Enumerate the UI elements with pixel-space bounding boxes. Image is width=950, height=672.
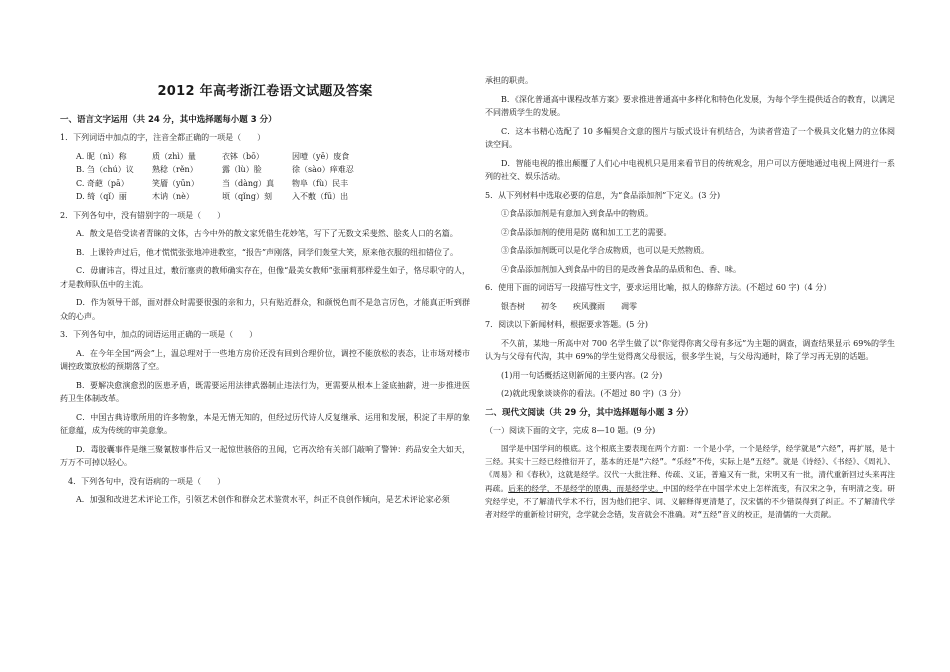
q4-option-b: B．《深化普通高中课程改革方案》要求推进普通高中多样化和特色化发展，为每个学生提供适合的教育，以满足不同潜质学生的发展。 [485, 94, 895, 117]
q3-option-b: B．要解决愈演愈烈的医患矛盾，既需要运用法律武器制止违法行为，更需要从根本上釜底抽薪，进一步推进医药卫生体制改革。 [60, 380, 470, 403]
q5-item-2: ②食品添加剂的使用是防 腐和加工工艺的需要。 [501, 227, 672, 237]
q1-c-4: 物阜（fù）民丰 [292, 178, 349, 188]
reading-passage [485, 442, 895, 521]
q1-option-c [76, 177, 470, 191]
q6-word: 银杏树 [501, 301, 525, 311]
q1-b-1: B. 刍（chú）议 [76, 165, 134, 174]
q2-option-a: A．散文是倍受读者青睐的文体，古今中外的散文家凭借生花妙笔，写下了无数文采斐然、脍炙人口的名篇。 [76, 229, 458, 238]
q7-sub1: (1)用一句话概括这则新闻的主要内容。(2 分) [501, 370, 663, 380]
q7-stem: 7．阅读以下新闻材料，根据要求答题。(5 分) [485, 320, 648, 329]
q6-word: 初冬 [541, 301, 557, 311]
q2-stem: 2．下列各句中，没有错别字的一项是（ ） [60, 210, 226, 220]
q1-a-4: 因噎（yē）废食 [292, 151, 350, 161]
q1-option-d [76, 190, 470, 204]
q1-option-a [76, 150, 470, 164]
right-column [485, 74, 895, 521]
q2-option-d: D．作为领导干部，面对群众时需要很强的亲和力，只有贴近群众，和颜悦色而不是急言厉色，才能真正听到群众的心声。 [60, 298, 470, 321]
section2-subheading: （一）阅读下面的文字，完成 8—10 题。(9 分) [485, 425, 656, 435]
q1-b-3: 露（lù）脸 [222, 165, 262, 174]
q4-option-a-continued: 承担的职责。 [485, 76, 533, 85]
q3-option-a: A．在今年全国“两会”上，温总理对于一些地方房价还没有回到合理价位，调控不能放松的表态，让市场对楼市调控政策放松的预期落了空。 [60, 348, 470, 371]
q4-option-d: D．智能电视的推出颠覆了人们心中电视机只是用来看节目的传统观念，用户可以方便地通过电视上网进行一系列的社交、娱乐活动。 [485, 158, 895, 181]
q1-d-2: 木讷（nè） [152, 192, 194, 201]
q3-option-c: C．中国古典诗歌所用的许多物象，本是无情无知的，但经过历代诗人反复继承、运用和发展，积淀了丰厚的象征意蕴，成为传统的审美意象。 [60, 412, 470, 435]
q5-item-4: ④食品添加剂加入到食品中的目的是改善食品的品质和色、香、味。 [501, 264, 741, 274]
page-title: 2012 年高考浙江卷语文试题及答案 [157, 84, 373, 99]
q4-option-c: C．这本书精心选配了 10 多幅契合文意的图片与版式设计有机结合，为读者营造了一个极具文化魅力的立体阅读空间。 [485, 126, 895, 149]
q1-d-1: D. 绮（qǐ）丽 [76, 192, 127, 201]
q1-a-1: A. 昵（nì）称 [76, 151, 127, 161]
q6-stem: 6．使用下面的词语写一段描写性文字，要求运用比喻，拟人的修辞方法。(不超过 60 字)（4 分） [485, 283, 832, 292]
passage-part-1: 国学是中国学问的根底。这个根底主要表现在两个方面：一个是小学，一个是经学，经学就是“六经”，再扩展，是十三经。其实十三经已经推衍开了，基本的还是“六经”。“乐经”不传，实际上是“五经”。就是《诗经》、《书经》、《周礼》、《周易》和《春秋》，这就是经学。汉代一大批注释、传疏、义证，普遍又有一批，宋明又有一批，清代重新回过头来再注再疏。 [485, 444, 895, 493]
q1-c-1: C. 奇葩（pā） [76, 178, 129, 188]
q1-b-2: 熟稔（rěn） [152, 165, 198, 174]
q7-news: 不久前，某地一所高中对 700 名学生做了以“你觉得你离父母有多远”为主题的调查，调查结果显示 69%的学生认为与父母有代沟，其中 69%的学生觉得离父母很远，很多学生说，与父母沟通时，除了学习再无别的话题。 [485, 338, 895, 361]
q1-b-4: 徐（sào）痒难忍 [292, 165, 354, 174]
q2-option-c: C．毋庸讳言，得过且过，敷衍塞责的教师确实存在，但像“最美女教师”张丽莉那样爱生如子，恪尽职守的人，才是教师队伍中的主流。 [60, 266, 470, 289]
q1-a-3: 衣钵（bō） [222, 151, 264, 161]
q5-item-1: ①食品添加剂是有意加入到食品中的物质。 [501, 209, 653, 218]
q4-stem: 4．下列各句中，没有语病的一项是（ ） [68, 476, 226, 486]
q1-options [60, 150, 470, 204]
q1-option-b [76, 163, 470, 177]
q4-option-a: A．加强和改进艺术评论工作，引领艺术创作和群众艺术鉴赏水平，纠正不良创作倾向，是艺术评论家必须 [76, 495, 450, 504]
q1-a-2: 质（zhì）量 [152, 151, 196, 161]
q6-word: 凋零 [621, 301, 637, 311]
passage-part-2: 中国的经学在中国学术史上怎样流变，有汉宋之争，有明清之变。研究经学史，不了解清代学术不行，因为他们把字、词、义解释得更清楚了，汉宋儒的不少错误得到了纠正。不了解清代学者对经学的重新检讨研究，念学就会念错，发音就会不准确。对“五经”音义的校正，是清儒的一大贡献。 [485, 483, 896, 520]
q1-d-3: 顷（qǐng）刻 [222, 192, 272, 201]
q6-word-list [485, 300, 895, 314]
q5-item-3: ③食品添加剂既可以是化学合成物质，也可以是天然物质。 [501, 246, 709, 255]
q2-option-b: B．上课铃声过后，他才慌慌张张地冲进教室，“报告”声刚落，同学们轰堂大笑，原来他衣服的纽扣错位了。 [76, 247, 459, 257]
q1-c-2: 笑靥（yūn） [152, 178, 199, 188]
q1-c-3: 当（dàng）真 [222, 178, 275, 188]
q3-option-d: D．毒胶囊事件是继三聚氰胺事件后又一起惊世骇俗的丑闻，它再次给有关部门敲响了警钟：药品安全大如天，万万不可掉以轻心。 [60, 444, 470, 467]
section2-heading: 二、现代文阅读（共 29 分，其中选择题每小题 3 分） [485, 407, 694, 418]
section1-heading: 一、语言文字运用（共 24 分，其中选择题每小题 3 分） [60, 115, 277, 125]
q1-d-4: 入不敷（fū）出 [292, 192, 349, 201]
q6-word: 疾风骤雨 [573, 301, 605, 311]
q7-sub2: (2)就此现象谈谈你的看法。(不超过 80 字)（3 分） [501, 389, 686, 398]
passage-underlined: 后来的经学，不是经学的原典，而是经学史。 [508, 483, 663, 493]
q3-stem: 3．下列各句中，加点的词语运用正确的一项是（ ） [60, 330, 258, 339]
q5-stem: 5．从下列材料中选取必要的信息，为“食品添加剂”下定义。(3 分) [485, 190, 721, 200]
q1-stem: 1．下列词语中加点的字，注音全都正确的一项是（ ） [60, 133, 266, 142]
left-column [60, 74, 470, 512]
